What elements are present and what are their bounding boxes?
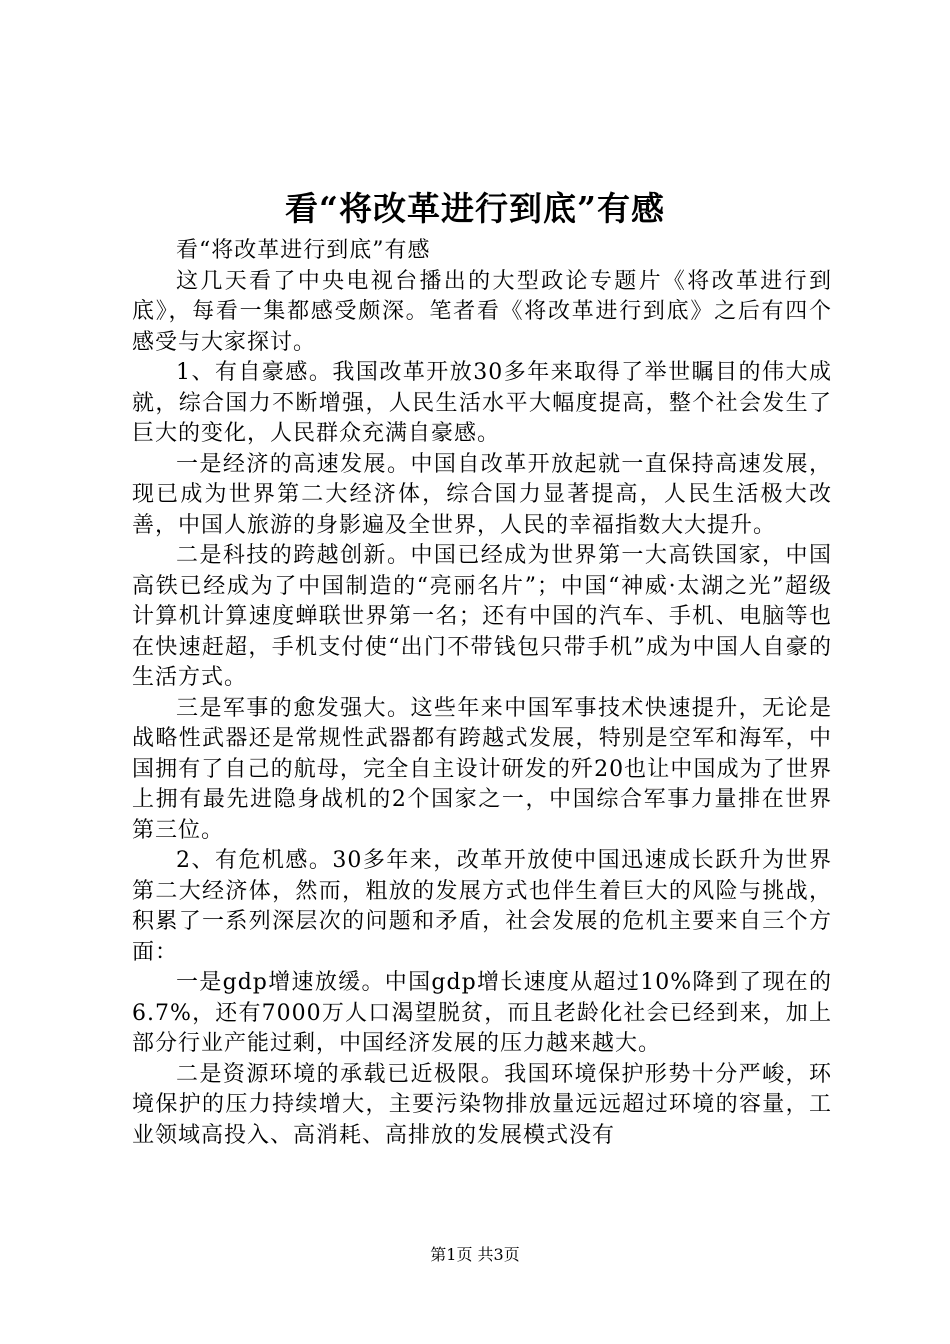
paragraph-environment: 二是资源环境的承载已近极限。我国环境保护形势十分严峻，环境保护的压力持续增大，主要污染物排放量远远超过环境的容量，工业领域高投入、高消耗、高排放的发展模式没有 [132,1061,832,1148]
paragraph-subtitle: 看“将改革进行到底”有感 [176,238,431,263]
paragraph-gdp: 一是gdp增速放缓。中国gdp增长速度从超过10%降到了现在的6.7%，还有7000万人口渴望脱贫，而且老龄化社会已经到来，加上部分行业产能过剩，中国经济发展的压力越来越大。 [132,970,832,1056]
paragraph-crisis: 2、有危机感。30多年来，改革开放使中国迅速成长跃升为世界第二大经济体，然而，粗放的发展方式也伴生着巨大的风险与挑战，积累了一系列深层次的问题和矛盾，社会发展的危机主要来自三个方面： [132,848,832,965]
paragraph-military: 三是军事的愈发强大。这些年来中国军事技术快速提升，无论是战略性武器还是常规性武器都有跨越式发展，特别是空军和海军，中国拥有了自己的航母，完全自主设计研发的歼20也让中国成为了世界上拥有最先进隐身战机的2个国家之一，中国综合军事力量排在世界第三位。 [132,695,832,843]
page-footer: 第1页 共3页 [430,1245,520,1264]
paragraph-technology: 二是科技的跨越创新。中国已经成为世界第一大高铁国家，中国高铁已经成为了中国制造的“亮丽名片”；中国“神威·太湖之光”超级计算机计算速度蝉联世界第一名；还有中国的汽车、手机、电脑等也在快速赶超，手机支付使“出门不带钱包只带手机”成为中国人自豪的生活方式。 [132,543,832,690]
paragraph-intro: 这几天看了中央电视台播出的大型政论专题片《将改革进行到底》，每看一集都感受颇深。笔者看《将改革进行到底》之后有四个感受与大家探讨。 [132,268,832,355]
paragraph-economy: 一是经济的高速发展。中国自改革开放起就一直保持高速发展，现已成为世界第二大经济体，综合国力显著提高，人民生活极大改善，中国人旅游的身影遍及全世界，人民的幸福指数大大提升。 [132,451,832,538]
document-body [132,236,832,1151]
paragraph-pride: 1、有自豪感。我国改革开放30多年来取得了举世瞩目的伟大成就，综合国力不断增强，人民生活水平大幅度提高，整个社会发生了巨大的变化，人民群众充满自豪感。 [132,360,832,446]
document-title: 看“将改革进行到底”有感 [285,189,665,228]
